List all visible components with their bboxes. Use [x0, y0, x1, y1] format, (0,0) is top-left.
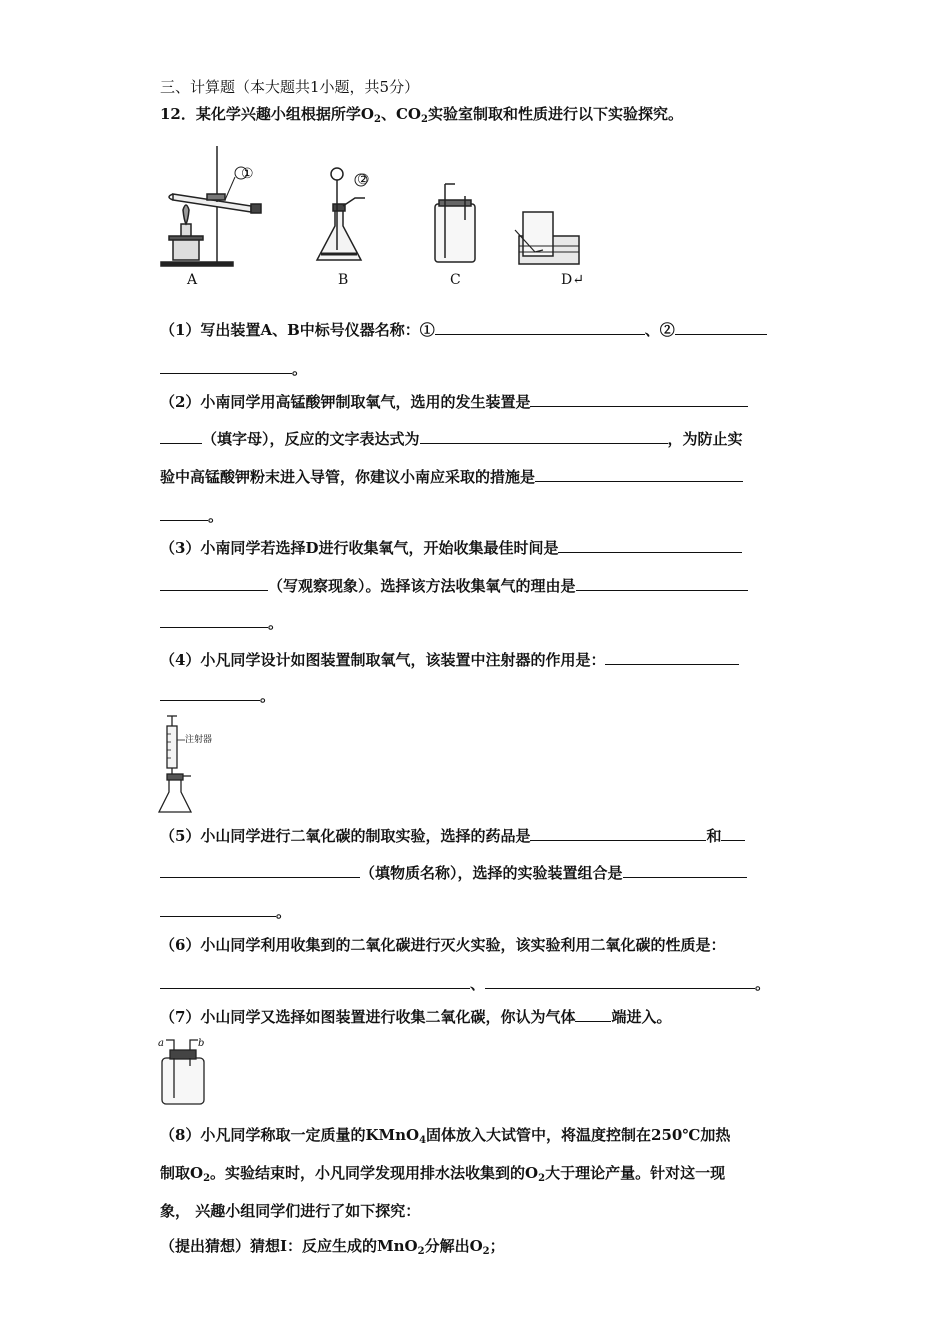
answer-blank[interactable] — [605, 650, 739, 665]
part-5-line-2: （填物质名称），选择的实验装置组合是 — [160, 863, 747, 883]
label-d: D↵ — [561, 272, 584, 288]
answer-blank[interactable] — [160, 974, 470, 989]
part-7-line-1: （7）小山同学又选择如图装置进行收集二氧化碳，你认为气体 端进入。 — [160, 1008, 672, 1026]
label-b: B — [338, 272, 349, 288]
part-3-line-3: 。 — [160, 613, 283, 633]
answer-blank[interactable] — [160, 902, 276, 917]
answer-blank[interactable] — [160, 359, 292, 374]
part-8-line-1: （8）小凡同学称取一定质量的KMnO$_4$固体放入大试管中，将温度控制在250℃加热 — [160, 1126, 731, 1146]
answer-blank[interactable] — [530, 826, 706, 841]
part-6-line-2: 、 。 — [160, 974, 770, 994]
bottle-end-b: b — [198, 1038, 205, 1049]
answer-blank[interactable] — [160, 506, 208, 521]
part-6-line-1: （6）小山同学利用收集到的二氧化碳进行灭火实验，该实验利用二氧化碳的性质是： — [160, 936, 726, 954]
answer-blank[interactable] — [420, 429, 668, 444]
answer-blank[interactable] — [576, 576, 748, 591]
answer-blank[interactable] — [721, 826, 745, 841]
apparatus-c — [435, 184, 475, 262]
part-2-line-2: （填字母），反应的文字表达式为 ，为防止实 — [160, 429, 743, 449]
part-4-line-2: 。 — [160, 686, 275, 706]
question-12-intro: 12．某化学兴趣小组根据所学$O_2$、$CO_2$实验室制取和性质进行以下实验探究。 — [160, 105, 683, 125]
part-1-line-2: 。 — [160, 359, 307, 379]
label-a: A — [187, 272, 198, 288]
part-4-line-1: （4）小凡同学设计如图装置制取氧气，该装置中注射器的作用是： — [160, 650, 739, 670]
answer-blank[interactable] — [575, 1007, 611, 1022]
apparatus-a — [161, 146, 261, 266]
bottle-end-a: a — [158, 1038, 164, 1049]
answer-blank[interactable] — [558, 538, 742, 553]
part-2-line-1: （2）小南同学用高锰酸钾制取氧气，选用的发生装置是 — [160, 392, 748, 412]
syringe-label: 注射器 — [185, 735, 213, 745]
answer-blank[interactable] — [530, 392, 748, 407]
answer-blank[interactable] — [623, 863, 747, 878]
marker-1: ① — [241, 166, 254, 182]
answer-blank[interactable] — [160, 686, 260, 701]
part-8-line-2: 制取$O_2$。实验结束时，小凡同学发现用排水法收集到的$O_2$大于理论产量。针对这一现 — [160, 1164, 726, 1184]
answer-blank[interactable] — [675, 320, 767, 335]
syringe-apparatus-figure — [155, 712, 245, 816]
hypothesis-line: （提出猜想）猜想Ⅰ：反应生成的MnO$_2$分解出$O_2$； — [160, 1237, 505, 1257]
apparatus-figure — [155, 140, 615, 300]
marker-2: ② — [357, 172, 370, 188]
part-5-line-1: （5）小山同学进行二氧化碳的制取实验，选择的药品是 和 — [160, 826, 745, 846]
answer-blank[interactable] — [160, 576, 268, 591]
answer-blank[interactable] — [485, 974, 755, 989]
answer-blank[interactable] — [535, 467, 743, 482]
section-title: 三、计算题（本大题共1小题，共5分） — [160, 78, 420, 96]
part-2-line-3: 验中高锰酸钾粉末进入导管，你建议小南应采取的措施是 — [160, 467, 743, 487]
part-2-line-4: 。 — [160, 506, 223, 526]
label-c: C — [450, 272, 461, 288]
answer-blank[interactable] — [160, 429, 202, 444]
answer-blank[interactable] — [435, 320, 645, 335]
part-1-line-1: （1）写出装置A、B中标号仪器名称：① 、② — [160, 320, 767, 340]
part-3-line-1: （3）小南同学若选择D进行收集氧气，开始收集最佳时间是 — [160, 538, 742, 558]
part-3-line-2: （写观察现象）。选择该方法收集氧气的理由是 — [160, 576, 748, 596]
gas-bottle-figure — [156, 1036, 216, 1108]
answer-blank[interactable] — [160, 613, 268, 628]
apparatus-d — [515, 212, 579, 264]
part-8-line-3: 象， 兴趣小组同学们进行了如下探究： — [160, 1202, 421, 1220]
answer-blank[interactable] — [160, 863, 360, 878]
part-5-line-3: 。 — [160, 902, 291, 922]
